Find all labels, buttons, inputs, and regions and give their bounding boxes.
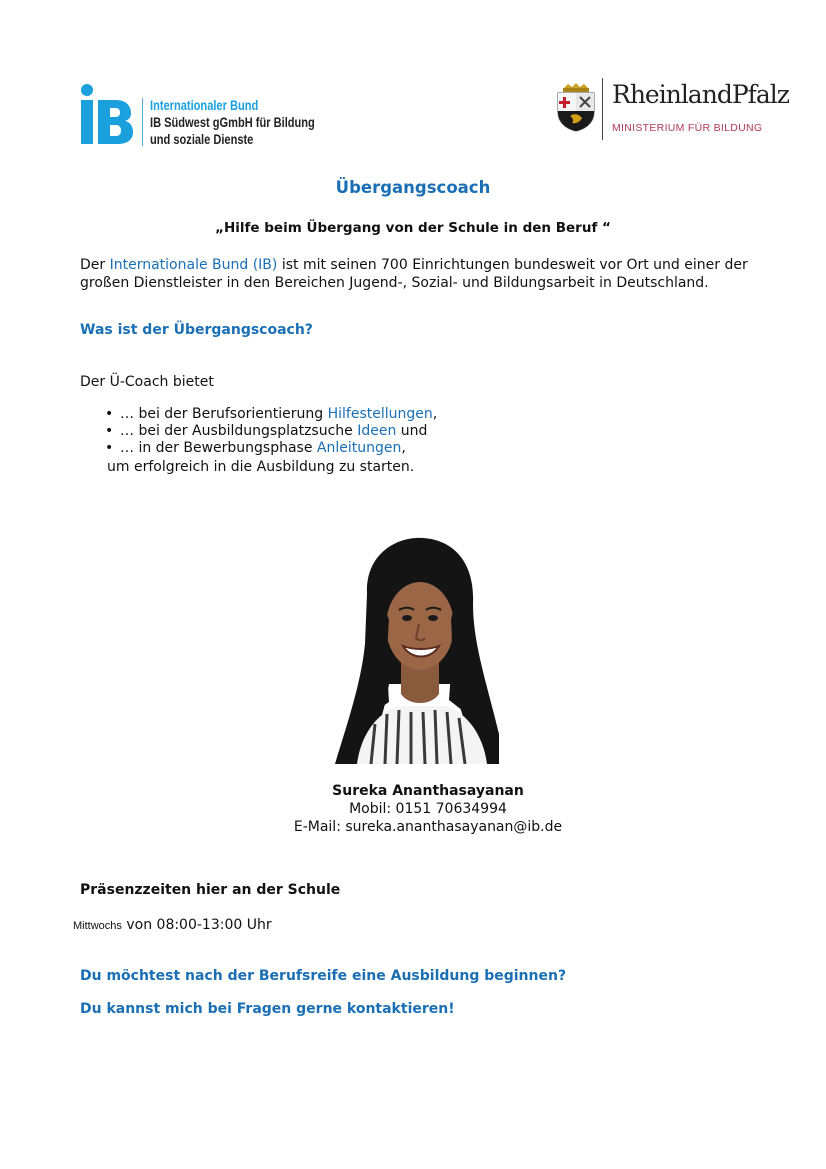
portrait-illustration bbox=[327, 534, 503, 764]
presence-heading: Präsenzzeiten hier an der Schule bbox=[80, 882, 341, 898]
presence-time: von 08:00-13:00 Uhr bbox=[121, 917, 272, 933]
list-item-highlight: Ideen bbox=[357, 423, 397, 439]
offer-list bbox=[80, 406, 437, 457]
contact-phone[interactable]: Mobil: 0151 70634994 bbox=[349, 801, 507, 817]
presence-times bbox=[73, 917, 272, 933]
ib-logo-name: Internationaler Bund bbox=[150, 98, 259, 113]
coach-portrait-photo bbox=[327, 534, 503, 764]
list-item-suffix: , bbox=[401, 440, 406, 456]
list-item-highlight: Hilfestellungen bbox=[327, 406, 433, 422]
ib-logo-divider bbox=[142, 98, 143, 146]
ib-logo-mark bbox=[78, 84, 134, 146]
list-item bbox=[120, 406, 437, 423]
list-item bbox=[120, 440, 437, 457]
intro-paragraph bbox=[80, 256, 760, 292]
presence-day: Mittwochs bbox=[73, 920, 122, 932]
ib-logo-subline-2: und soziale Dienste bbox=[150, 132, 254, 147]
page-subtitle: „Hilfe beim Übergang von der Schule in den Beruf “ bbox=[215, 220, 611, 236]
offer-closing-text: um erfolgreich in die Ausbildung zu starten. bbox=[107, 459, 415, 475]
rlp-crest-icon bbox=[556, 82, 596, 132]
list-item-highlight: Anleitungen bbox=[316, 440, 402, 456]
cta-invite: Du kannst mich bei Fragen gerne kontaktieren! bbox=[80, 1001, 455, 1017]
contact-name: Sureka Ananthasayanan bbox=[332, 783, 524, 799]
list-item-text: … bei der Ausbildungsplatzsuche bbox=[120, 423, 358, 439]
ib-logo bbox=[78, 84, 318, 150]
intro-text-before: Der bbox=[80, 257, 110, 273]
rlp-ministry-logo bbox=[556, 78, 789, 142]
page-title: Übergangscoach bbox=[335, 178, 491, 197]
rlp-logo-divider bbox=[602, 78, 603, 140]
intro-text-after: ist mit seinen 700 Einrichtungen bundesweit vor Ort und einer der großen Dienstleister in den Bereichen Jugend-, Sozial- und Bildungsarbeit in Deutschland. bbox=[80, 257, 748, 291]
contact-email[interactable]: E-Mail: sureka.ananthasayanan@ib.de bbox=[293, 819, 563, 835]
list-item-text: … bei der Berufsorientierung bbox=[120, 406, 328, 422]
list-item-text: … in der Bewerbungsphase bbox=[120, 440, 317, 456]
ib-link[interactable]: Internationale Bund (IB) bbox=[109, 257, 278, 273]
list-item-suffix: , bbox=[432, 406, 438, 422]
list-item-suffix: und bbox=[396, 423, 428, 439]
cta-question: Du möchtest nach der Berufsreife eine Ausbildung beginnen? bbox=[80, 968, 567, 984]
ib-logo-subline-1: IB Südwest gGmbH für Bildung bbox=[150, 115, 315, 130]
offer-lead-text: Der Ü-Coach bietet bbox=[80, 374, 214, 390]
rlp-logo-name: RheinlandPfalz bbox=[612, 80, 789, 109]
contact-block bbox=[0, 782, 826, 836]
rlp-logo-ministry: MINISTERIUM FÜR BILDUNG bbox=[612, 122, 763, 134]
section-heading: Was ist der Übergangscoach? bbox=[80, 322, 313, 338]
list-item bbox=[120, 423, 437, 440]
